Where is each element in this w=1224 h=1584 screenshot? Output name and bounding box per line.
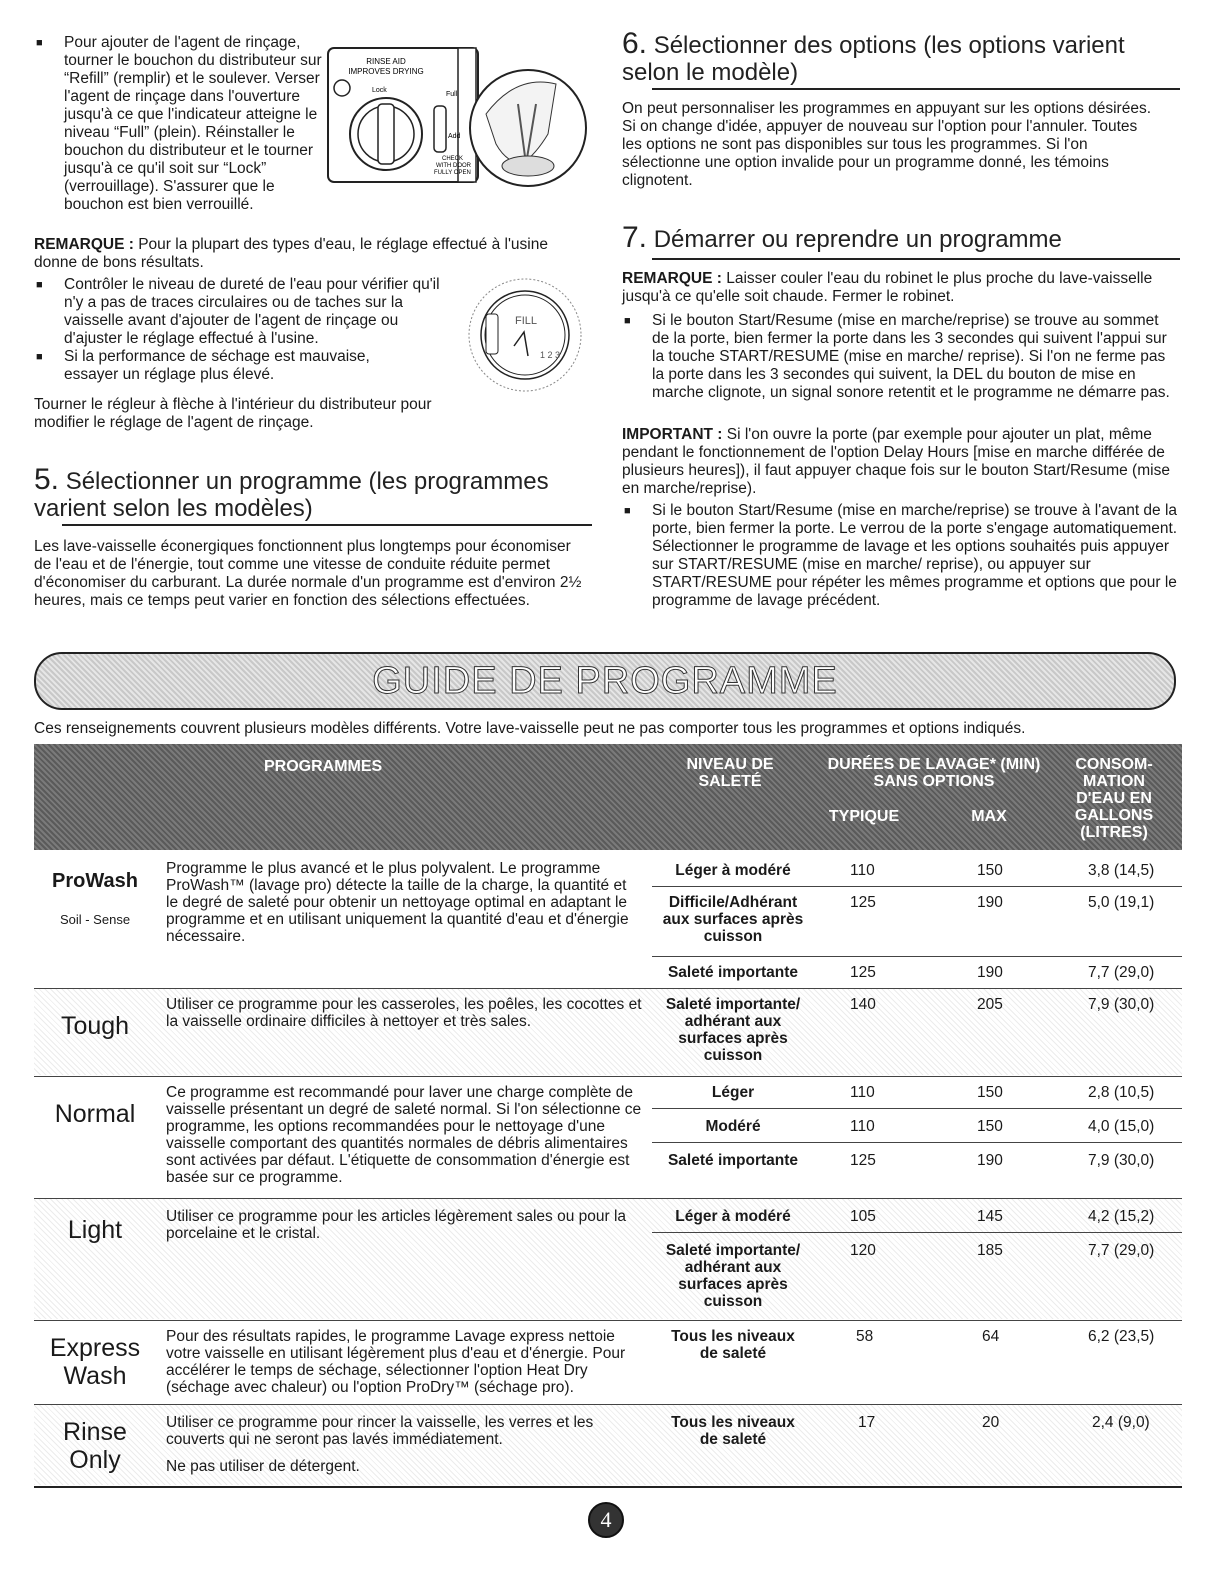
section-6-rule: [652, 88, 1180, 90]
fill-dial-figure: [466, 276, 584, 394]
refill-bullet-list: [34, 34, 324, 214]
section-6-number: 6.: [622, 27, 648, 60]
tough-name: Tough: [60, 1012, 130, 1040]
header-niveau-1: NIVEAU DE: [686, 756, 774, 773]
light-max-1: 145: [977, 1208, 1003, 1225]
page-number: 4: [600, 1507, 612, 1532]
guide-title: GUIDE DE PROGRAMME: [372, 660, 838, 702]
section-6-title: [622, 27, 1182, 86]
header-typique: TYPIQUE: [828, 808, 900, 825]
turn-regulator-paragraph: Tourner le régleur à flèche à l'intérieur du distributeur pour modifier le réglage de l'agent de rinçage.: [34, 396, 432, 431]
important-label: IMPORTANT :: [622, 426, 723, 443]
prowash-eau-1: 3,8 (14,5): [1088, 862, 1155, 879]
guide-intro: Ces renseignements couvrent plusieurs modèles différents. Votre lave-vaisselle peut ne pas comporter tous les programmes et options indiqués.: [34, 720, 1026, 737]
prowash-name: ProWash: [52, 870, 138, 892]
table-bottom-rule: [34, 1486, 1182, 1488]
express-eau-1: 6,2 (23,5): [1088, 1328, 1155, 1345]
header-programmes: PROGRAMMES: [264, 758, 383, 775]
start-front-list: [622, 502, 1178, 610]
rinse-max-1: 20: [982, 1414, 1000, 1431]
normal-eau-1: 2,8 (10,5): [1088, 1084, 1155, 1101]
section-5-number: 5.: [34, 463, 60, 496]
normal-sub-rule-2: [652, 1142, 1182, 1143]
section-5-text: Les lave-vaisselle éconergiques fonctionnent plus longtemps pour économiser de l'eau et de l'énergie, tout comme une vitesse de conduite réduite permet d'économiser du carburant. La durée normale d'un programme est d'environ 2½ heures, mais ce temps peut varier en fonction des sélections effectuées.: [34, 538, 582, 609]
normal-typ-3: 125: [850, 1152, 876, 1169]
prowash-salete-1: Léger à modéré: [675, 862, 791, 879]
remarque-left: [34, 236, 594, 272]
header-niveau-2: SALETÉ: [698, 773, 762, 790]
section-7-number: 7.: [622, 221, 648, 254]
prowash-sub-rule-2: [652, 956, 1182, 957]
normal-eau-2: 4,0 (15,0): [1088, 1118, 1155, 1135]
water-hardness-list: [34, 276, 454, 384]
section-6-heading: Sélectionner des options (les options varient selon le modèle): [622, 32, 1125, 86]
remarque-right: [622, 270, 1162, 306]
light-name: Light: [67, 1216, 123, 1244]
full-label: Full: [446, 91, 458, 98]
header-durees-1: DURÉES DE LAVAGE* (MIN): [827, 756, 1041, 773]
header-max: MAX: [971, 808, 1007, 825]
section-5-heading: Sélectionner un programme (les programmes varient selon les modèles): [34, 468, 549, 522]
express-salete-1: Tous les niveaux de saleté: [671, 1328, 795, 1362]
section-5-rule: [62, 524, 592, 526]
prowash-sub-rule-1: [652, 886, 1182, 887]
prowash-max-2: 190: [977, 894, 1003, 911]
normal-salete-3: Saleté importante: [667, 1152, 799, 1169]
prowash-sub: Soil - Sense: [59, 912, 131, 927]
prowash-max-1: 150: [977, 862, 1003, 879]
normal-max-1: 150: [977, 1084, 1003, 1101]
light-salete-1: Léger à modéré: [675, 1208, 791, 1225]
check-label-2: WITH DOOR: [436, 163, 471, 169]
rinse-aid-dispenser-figure: [326, 44, 588, 190]
start-front-bullet: ■ Si le bouton Start/Resume (mise en marche/reprise) se trouve à l'avant de la porte, bien fermer la porte. Le verrou de la porte s'engage automatiquement. Sélectionner le programme de lavage et les options souhaités puis appuyer sur START/RESUME (mise en marche/ reprise), ou appuyer sur START/RESUME pour répéter les mêmes programme et options que pour le programme de lavage précédent.: [622, 502, 1178, 610]
row-rule-light: [34, 1320, 1182, 1321]
prowash-salete-3: Saleté importante: [667, 964, 799, 981]
tough-max-1: 205: [977, 996, 1003, 1013]
express-name-1: Express: [49, 1334, 141, 1362]
express-typ-1: 58: [856, 1328, 874, 1345]
normal-salete-2: Modéré: [705, 1118, 761, 1135]
light-salete-2: Saleté importante/ adhérant aux surfaces après cuisson: [665, 1242, 801, 1310]
section-7-title: [622, 221, 1182, 254]
prowash-typ-3: 125: [850, 964, 876, 981]
normal-salete-1: Léger: [711, 1084, 755, 1101]
rinse-desc: Utiliser ce programme pour rincer la vaisselle, les verres et les couverts qui ne seront pas lavés immédiatement.: [166, 1414, 594, 1448]
rinse-eau-1: 2,4 (9,0): [1092, 1414, 1150, 1431]
remarque-right-label: REMARQUE :: [622, 270, 722, 287]
start-top-bullet: ■ Si le bouton Start/Resume (mise en marche/reprise) se trouve au sommet de la porte, bien fermer la porte dans les 3 secondes qui suivent l'appui sur la touche START/RESUME (mise en marche/ reprise). Si l'on ne ferme pas la porte dans les 3 secondes qui suivent, la DEL du bouton de mise en marche clignote, un signal sonore retentit et le programme ne démarre pas.: [622, 312, 1178, 402]
header-conso-3: D'EAU EN: [1076, 790, 1152, 807]
light-typ-2: 120: [850, 1242, 876, 1259]
rinse-aid-label: RINSE AID: [366, 57, 406, 66]
tough-desc: Utiliser ce programme pour les casseroles, les poêles, les cocottes et la vaisselle ordinaire difficiles à nettoyer et très sales.: [166, 996, 642, 1030]
start-top-list: [622, 312, 1178, 402]
important-text: Si l'on ouvre la porte (par exemple pour ajouter un plat, même pendant le fonctionnement de l'option Delay Hours [mise en marche différée de plusieurs heures]), il faut appuyer chaque fois sur le bouton Start/Resume (mise en marche/reprise).: [622, 426, 1170, 497]
check-hardness-bullet: ■ Contrôler le niveau de dureté de l'eau pour vérifier qu'il n'y a pas de traces circulaires ou de taches sur la vaisselle avant d'ajouter de l'agent de rinçage ou d'ajuster le réglage effectué à l'usine.: [34, 276, 454, 348]
normal-sub-rule-1: [652, 1108, 1182, 1109]
header-durees-2: SANS OPTIONS: [873, 773, 995, 790]
normal-name: Normal: [54, 1100, 136, 1128]
section-5-title: [34, 463, 594, 522]
remarque-right-text: Laisser couler l'eau du robinet le plus proche du lave-vaisselle jusqu'à ce qu'elle soit chaude. Fermer le robinet.: [622, 270, 1153, 305]
rinse-name-2: Only: [69, 1446, 121, 1474]
header-conso-5: (LITRES): [1080, 824, 1148, 841]
lock-label: Lock: [372, 87, 387, 94]
row-rule-tough: [34, 1076, 1182, 1077]
guide-banner: [34, 652, 1176, 710]
section-7-heading: Démarrer ou reprendre un programme: [647, 226, 1062, 253]
header-conso-2: MATION: [1083, 773, 1145, 790]
rinse-salete-1: Tous les niveaux de saleté: [671, 1414, 795, 1448]
section-7-rule: [652, 258, 1180, 260]
rinse-name-1: Rinse: [63, 1418, 127, 1446]
add-label: Add: [448, 133, 461, 140]
page-number-badge: [588, 1502, 624, 1538]
check-label-1: CHECK: [442, 156, 464, 162]
tough-eau-1: 7,9 (30,0): [1088, 996, 1155, 1013]
refill-bullet: ■ Pour ajouter de l'agent de rinçage, tourner le bouchon du distributeur sur “Refill” (remplir) et le soulever. Verser l'agent de rinçage dans l'ouverture jusqu'à ce que l'indicateur atteigne le niveau “Full” (plein). Réinstaller le bouchon du distributeur et le tourner jusqu'à ce qu'il soit sur “Lock” (verrouillage). S'assurer que le bouchon est bien verrouillé.: [34, 34, 324, 214]
important-paragraph: [622, 426, 1178, 498]
light-desc: Utiliser ce programme pour les articles légèrement sales ou pour la porcelaine et le cristal.: [166, 1208, 627, 1242]
tough-typ-1: 140: [850, 996, 876, 1013]
program-table-header: [34, 744, 1182, 850]
express-max-1: 64: [982, 1328, 1000, 1345]
prowash-max-3: 190: [977, 964, 1003, 981]
normal-eau-3: 7,9 (30,0): [1088, 1152, 1155, 1169]
check-label-3: FULLY OPEN: [434, 170, 471, 176]
normal-max-2: 150: [977, 1118, 1003, 1135]
dial-scale-icon: 1 2 3: [540, 350, 561, 360]
express-name-2: Wash: [63, 1362, 127, 1390]
prowash-typ-2: 125: [850, 894, 876, 911]
normal-desc: Ce programme est recommandé pour laver une charge complète de vaisselle présentant un degré de saleté normal. Si l'on sélectionne ce programme, les options recommandées pour le nettoyage d'une vaisselle comportant des quantités normales de débris alimentaires sont activées par défaut. L'étiquette de consommation d'énergie est basée sur ce programme.: [166, 1084, 642, 1186]
prowash-salete-2: Difficile/Adhérant aux surfaces après cuisson: [662, 894, 804, 945]
light-sub-rule-1: [652, 1232, 1182, 1233]
rinse-typ-1: 17: [858, 1414, 876, 1431]
normal-max-3: 190: [977, 1152, 1003, 1169]
section-6-text: On peut personnaliser les programmes en appuyant sur les options désirées. Si on change d'idée, appuyer de nouveau sur l'option pour l'annuler. Toutes les options ne sont pas disponibles sur tous les programmes. Si l'on sélectionne une option invalide pour un programme donné, les témoins clignotent.: [622, 100, 1152, 189]
fill-label: FILL: [514, 315, 538, 327]
express-desc: Pour des résultats rapides, le programme Lavage express nettoie votre vaisselle en utilisant légèrement plus d'eau et d'énergie. Pour accélérer le temps de séchage, sélectionner l'option Heat Dry (séchage avec chaleur) ou l'option ProDry™ (séchage pro).: [166, 1328, 626, 1396]
prowash-eau-3: 7,7 (29,0): [1088, 964, 1155, 981]
light-typ-1: 105: [850, 1208, 876, 1225]
improves-drying-label: IMPROVES DRYING: [348, 67, 424, 76]
drying-bullet: ■ Si la performance de séchage est mauvaise, essayer un réglage plus élevé.: [34, 348, 424, 384]
remarque-left-label: REMARQUE :: [34, 236, 134, 253]
prowash-eau-2: 5,0 (19,1): [1088, 894, 1155, 911]
normal-typ-1: 110: [850, 1084, 875, 1101]
prowash-desc: Programme le plus avancé et le plus polyvalent. Le programme ProWash™ (lavage pro) détecte la taille de la charge, la quantité et le degré de saleté pour obtenir un nettoyage optimal en adaptant le programme et en utilisant uniquement la quantité d'eau et d'énergie nécessaire.: [166, 860, 629, 945]
prowash-typ-1: 110: [850, 862, 875, 879]
remarque-left-text: Pour la plupart des types d'eau, le réglage effectué à l'usine donne de bons résultats.: [34, 236, 548, 271]
light-max-2: 185: [977, 1242, 1003, 1259]
header-conso-4: GALLONS: [1074, 807, 1154, 824]
rinse-desc-2: Ne pas utiliser de détergent.: [166, 1458, 360, 1475]
light-eau-1: 4,2 (15,2): [1088, 1208, 1155, 1225]
header-conso-1: CONSOM-: [1075, 756, 1153, 773]
light-eau-2: 7,7 (29,0): [1088, 1242, 1155, 1259]
tough-salete-1: Saleté importante/ adhérant aux surfaces après cuisson: [665, 996, 801, 1064]
normal-typ-2: 110: [850, 1118, 875, 1135]
